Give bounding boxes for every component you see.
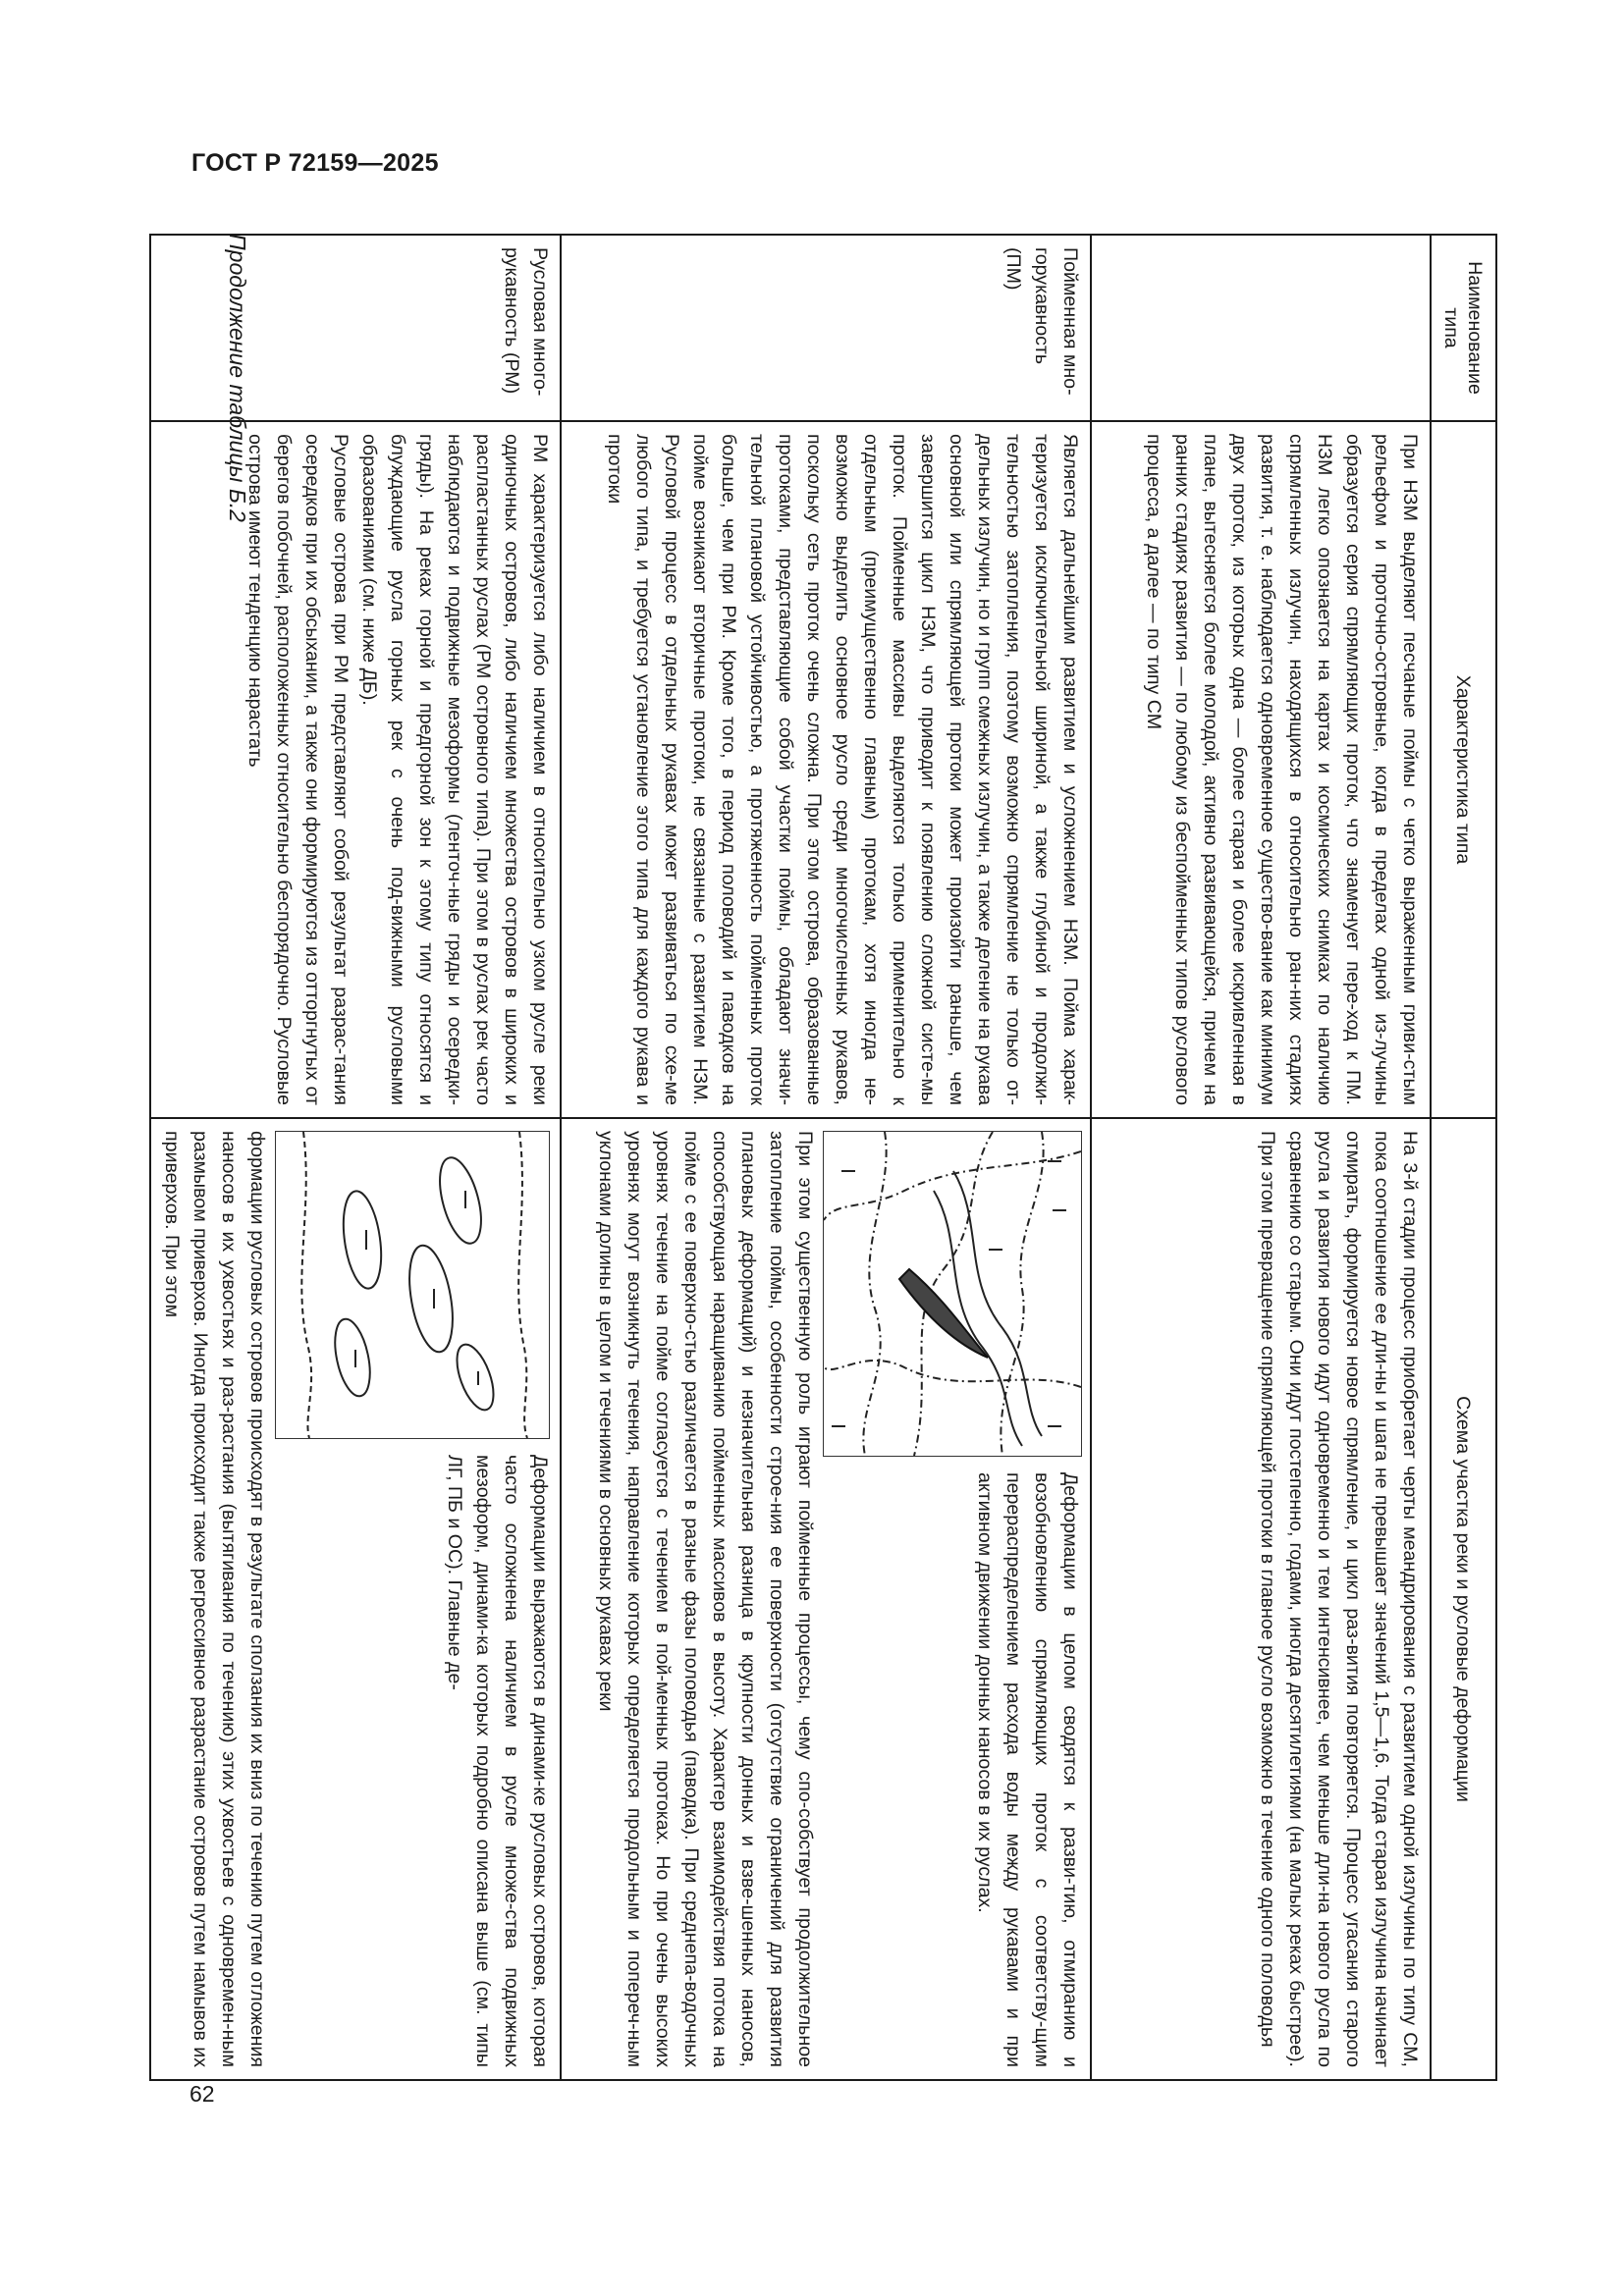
- row-deformation: [561, 1118, 1091, 2080]
- row-characteristic: РМ характеризуется либо наличием в относительно узком русле реки одиночных островов, либо наличием множества островов в широких и распластанных руслах (РМ островного типа). При этом в руслах рек часто наблюдаются и подвижные мезоформы (ленточ-ные гряды и осередки-гряды). На реках горной и предгорной зон к этому типу относятся и блуждающие русла горных рек с очень под-вижными русловыми образованиями (см. ниже ДБ). Русловые острова при РМ представляют собой результат разрас-тания осередков при их обсыхании, а также они формируются из отторгнутых от берегов побочней, расположенных относительно беспорядочно. Русловые острова имеют тенденцию нарастать: [150, 421, 561, 1118]
- document-code: ГОСТ Р 72159—2025: [191, 149, 439, 177]
- deformation-text-part-2: При этом существенную роль играют пойменные процессы, чему спо-собствует продолжительное затопление поймы, особенности строе-ния ее поверхности (отсутствие ограничений для развития плановых деформаций) и незначительная разница в крупности донных и взве-шенных наносов, способствующая наращиванию пойменных массивов в высоту. Характер взаимодействия потока на пойме с ее поверхно-стью различается в разные фазы половодья (паводка). При среднепа-водочных уровнях течение на пойме согласуется с течением в пой-менных протоках. Но при очень высоких уровнях могут возникнуть течения, направление которых определяется продольным и попереч-ным уклонами долины в целом и течениями в основных рукавах реки: [595, 1131, 816, 2067]
- column-header-name: Наименование типа: [1431, 235, 1496, 421]
- floodplain-multichannel-scheme: [823, 1131, 1082, 1457]
- table-row: [150, 235, 561, 2080]
- deformation-text-part-1: Деформации в целом сводятся к разви-тию, отмиранию и возобновлению спрямляющих проток с соответству-щим перераспределением расхода воды между рукавами и при активном движении донных наносов в их руслах.: [974, 1472, 1081, 2067]
- table-b2-continued: [149, 234, 1497, 2081]
- table-header-row: [1431, 235, 1496, 2080]
- column-header-scheme: Схема участка реки и русловые деформации: [1431, 1118, 1496, 2080]
- table-row: [1091, 235, 1431, 2080]
- row-type-name: Пойменная мно-горукавность (ПМ): [561, 235, 1091, 421]
- column-header-characteristic: Характеристика типа: [1431, 421, 1496, 1118]
- table-row: [561, 235, 1091, 2080]
- islands-scheme-drawing: [276, 1132, 549, 1438]
- row-type-name: [1091, 235, 1431, 421]
- channel-multichannel-scheme: [275, 1131, 550, 1439]
- deformation-text-part-2: формации русловых островов происходят в результате сползания их вниз по течению путем отложения наносов в их ухвостьях и раз-растания (вытягивания по течению) этих ухвостьев с одновремен-ным размывом приверхов. Иногда происходит также регрессивное разрастание островов путем намывов их приверхов. При этом: [161, 1131, 268, 2067]
- river-scheme-drawing: [824, 1132, 1081, 1456]
- row-characteristic: При НЗМ выделяют песчаные поймы с четко выраженным гриви-стым рельефом и проточно-островные, когда в пределах одной из-лучины образуется серия спрямляющих проток, что знаменует пере-ход к ПМ. НЗМ легко опознается на картах и космических снимках по наличию спрямленных излучин, находящихся в относительно ран-них стадиях развития, т. е. наблюдается одновременное существо-вание как минимум двух проток, из которых одна — более старая и более искривленная в плане, вытесняется более молодой, активно развивающейся, причем на ранних стадиях развития — по любому из беспойменных типов руслового процесса, а далее — по типу СМ: [1091, 421, 1431, 1118]
- row-characteristic: Является дальнейшим развитием и усложнением НЗМ. Пойма харак-теризуется исключительной шириной, а также глубиной и продолжи-тельностью затопления, поэтому возможно спрямление не только от-дельных излучин, но и групп смежных излучин, а также деление на рукава основной или спрямляющей протоки может произойти раньше, чем завершится цикл НЗМ, что приводит к появлению сложной систе-мы проток. Пойменные массивы выделяются только применительно к отдельным (преимущественно главным) протокам, хотя иногда не-возможно выделить основное русло среди многочисленных рукавов, поскольку сеть проток очень сложна. При этом острова, образованные протоками, представляющие собой участки поймы, обладают значи-тельной плановой устойчивостью, а протяженность пойменных проток больше, чем при РМ. Кроме того, в период половодий и паводков на пойме возникают вторичные протоки, не связанные с развитием НЗМ. Русловой процесс в отдельных рукавах может развиваться по схе-ме любого типа, и требуется установление этого типа для каждого рукава и протоки: [561, 421, 1091, 1118]
- row-deformation: На 3-й стадии процесс приобретает черты меандрирования с развитием одной излучины по типу СМ, пока соотношение ее дли-ны и шага не превышает значений 1,5—1,6. Тогда старая излучина начинает отмирать, формируется новое спрямление, и цикл раз-вития повторяется. Процесс угасания старого русла и развития нового идут одновременно и тем интенсивнее, чем меньше дли-на нового русла по сравнению со старым. Они идут постепенно, годами, иногда десятилетиями (на малых реках быстрее). При этом превращение спрямляющей протоки в главное русло возможно в течение одного половодья: [1091, 1118, 1431, 2080]
- deformation-text-part-1: Деформации выражаются в динами-ке русловых островов, которая часто осложнена наличием в русле множе-ства подвижных мезоформ, динами-ка которых подробно описана выше (см. типы ЛГ, ПБ и ОС). Главные де-: [444, 1455, 551, 2067]
- row-deformation: [150, 1118, 561, 2080]
- rotated-table-page: [161, 234, 1497, 2079]
- table-caption: Продолжение таблицы Б.2: [225, 234, 250, 522]
- page-number: 62: [189, 2081, 215, 2107]
- row-type-name: Русловая много-рукавность (РМ): [150, 235, 561, 421]
